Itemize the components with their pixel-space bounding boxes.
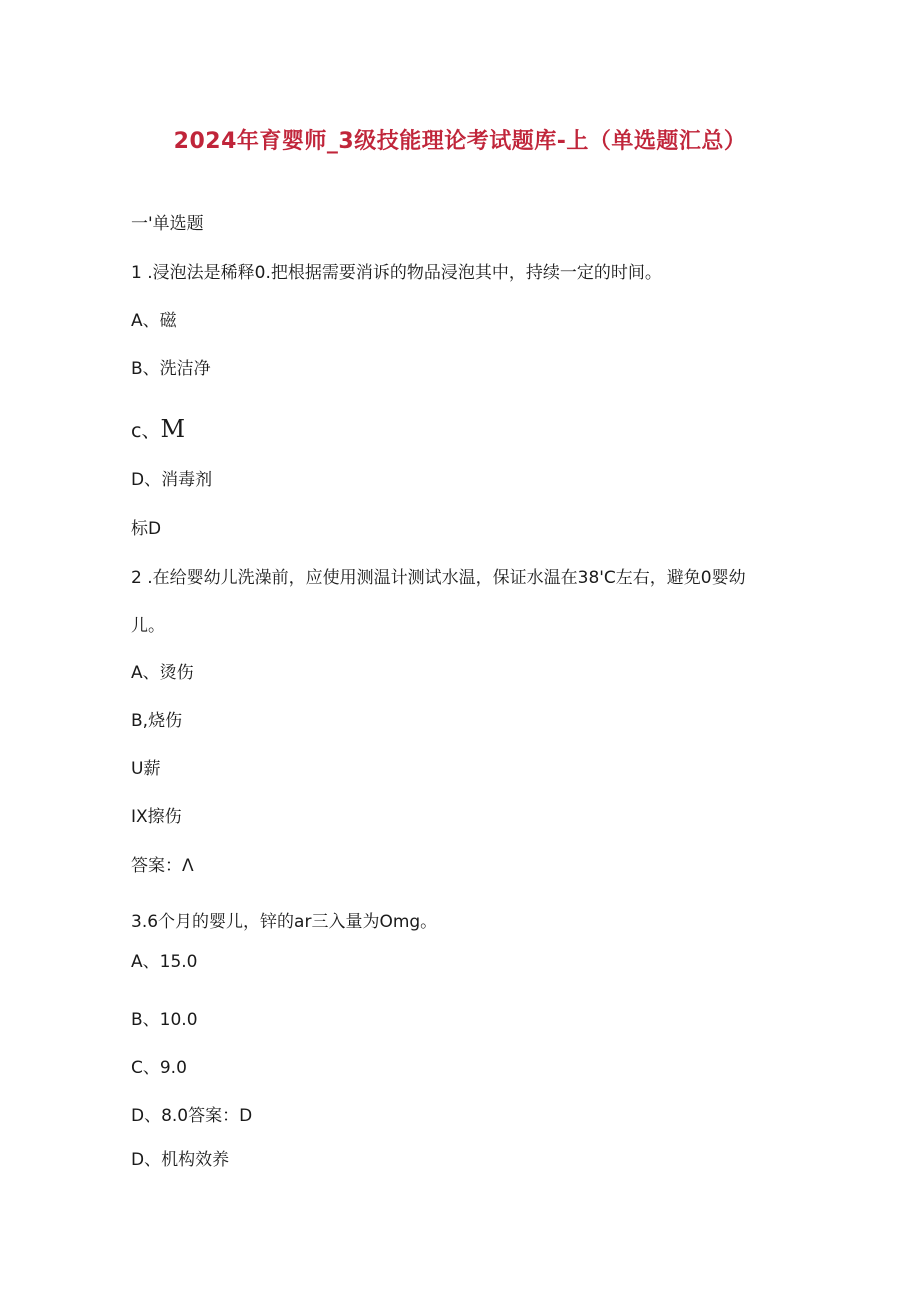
question-1-option-c-label: c、 <box>131 420 161 442</box>
question-1-answer: 标D <box>131 519 162 539</box>
question-2-option-b: B,烧伤 <box>131 711 183 731</box>
question-4-option-d: D、机构效养 <box>131 1150 230 1170</box>
question-2-option-d: IX擦伤 <box>131 807 182 827</box>
question-3-option-b: B、10.0 <box>131 1010 198 1030</box>
question-2-option-c: U薪 <box>131 759 161 779</box>
question-3-option-c: C、9.0 <box>131 1058 187 1078</box>
question-3-option-d-answer: D、8.0答案：D <box>131 1106 253 1126</box>
question-1-option-d: D、消毒剂 <box>131 470 213 490</box>
question-1-option-b: B、洗洁净 <box>131 359 211 379</box>
question-2-answer: 答案：Λ <box>131 856 194 876</box>
question-1-option-a: A、磁 <box>131 311 177 331</box>
section-heading: 一'单选题 <box>131 214 204 234</box>
question-1-option-c-glyph: M <box>160 415 186 443</box>
question-1-option-c <box>131 417 185 443</box>
question-3-stem: 3.6个月的婴儿，锌的ar三入量为Omg。 <box>131 912 438 932</box>
question-2-stem-line1: 2 .在给婴幼儿洗澡前，应使用测温计测试水温，保证水温在38'C左右，避免0婴幼 <box>131 568 746 588</box>
question-1-stem: 1 .浸泡法是稀释0.把根据需要消诉的物品浸泡其中，持续一定的时间。 <box>131 263 662 283</box>
document-title: 2024年育婴师_3级技能理论考试题库-上（单选题汇总） <box>173 129 747 154</box>
question-2-option-a: A、烫伤 <box>131 663 194 683</box>
question-2-stem-line2: 儿。 <box>131 616 165 636</box>
question-3-option-a: A、15.0 <box>131 952 198 972</box>
